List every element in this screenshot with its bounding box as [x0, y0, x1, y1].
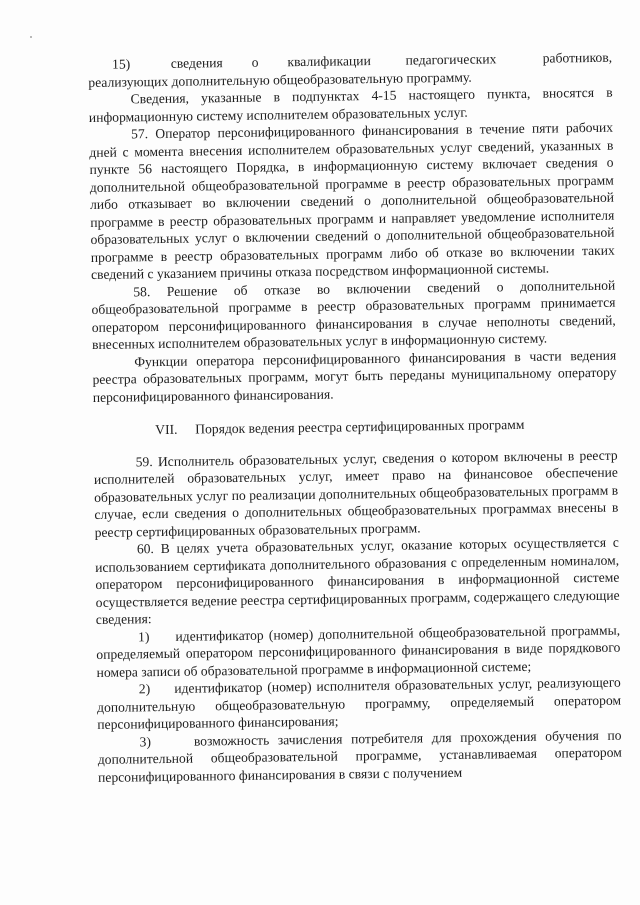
section-heading [155, 415, 617, 439]
paragraph-operator-functions: Функции оператора персонифицированного финансирования в части ведения реестра образовательных программ, могут быть переданы муниципальному оператору персонифицированного финансирования. [92, 347, 617, 405]
list-item-3 [97, 726, 622, 786]
paragraph-58: 58. Решение об отказе во включении сведений о дополнительной общеобразовательной программе в реестр образовательных программ принимается оператором персонифицированного финансирования в случае неполноты сведений, внесенных исполнителем образовательных услуг в информационную систему. [91, 277, 616, 352]
paragraph-item-15: 15) сведения о квалификации педагогических работников, реализующих дополнительную общеобразовательную программу. [88, 49, 613, 90]
section-title: Порядок ведения реестра сертифицированных программ [195, 416, 525, 437]
document-body [88, 49, 622, 786]
list-item-text: 1) идентификатор (номер) дополнительной общеобразовательной программы, определяемый оператором персонифицированного финансирования в виде порядкового номера записи об образовательной программе в информационной системе; [96, 622, 621, 680]
list-item-text: 2) идентификатор (номер) исполнителя образовательных услуг, реализующего дополнительную общеобразовательную программу, определяемый оператором персонифицированного финансирования; [96, 674, 622, 732]
list-item-2 [97, 674, 622, 734]
scan-speck [30, 36, 32, 38]
paragraph-59: 59. Исполнитель образовательных услуг, сведения о котором включены в реестр исполнителей образовательных услуг, имеет право на финансовое обеспечение образовательных услуг по реализации дополнительных общеобразовательных программ в случае, если сведения о дополнительных общеобразовательных программах внесены в реестр сертифицированных образовательных программ. [93, 447, 619, 540]
paragraph-info-note: Сведения, указанные в подпунктах 4-15 настоящего пункта, вносятся в информационную систему исполнителем образовательных услуг. [88, 84, 613, 125]
list-item-text: 3) возможность зачисления потребителя для прохождения обучения по дополнительной общеобразовательной программе, устанавливаемая оператором персонифицированного финансирования в связи с получением [97, 727, 622, 785]
paragraph-57: 57. Оператор персонифицированного финансирования в течение пяти рабочих дней с момента внесения исполнителем образовательных услуг сведений, указанных в пункте 56 настоящего Порядка, в информационную систему включает сведения о дополнительной общеобразовательной программе в реестр образовательных программ либо отказывает во включении сведений о дополнительной общеобразовательной программе в реестр образовательных программ и направляет уведомление исполнителя образовательных услуг о включении сведений о дополнительной общеобразовательной программе в реестр образовательных программ либо об отказе во включении таких сведений с указанием причины отказа посредством информационной системы. [89, 119, 615, 282]
section-number: VII. [155, 421, 178, 438]
paragraph-60: 60. В целях учета образовательных услуг, оказание которых осуществляется с использованием сертификата дополнительного образования с определенным номиналом, оператором персонифицированного финансирования в информационной системе осуществляется ведение реестра сертифицированных программ, содержащего следующие сведения: [95, 534, 620, 627]
list-item-1 [96, 621, 621, 681]
